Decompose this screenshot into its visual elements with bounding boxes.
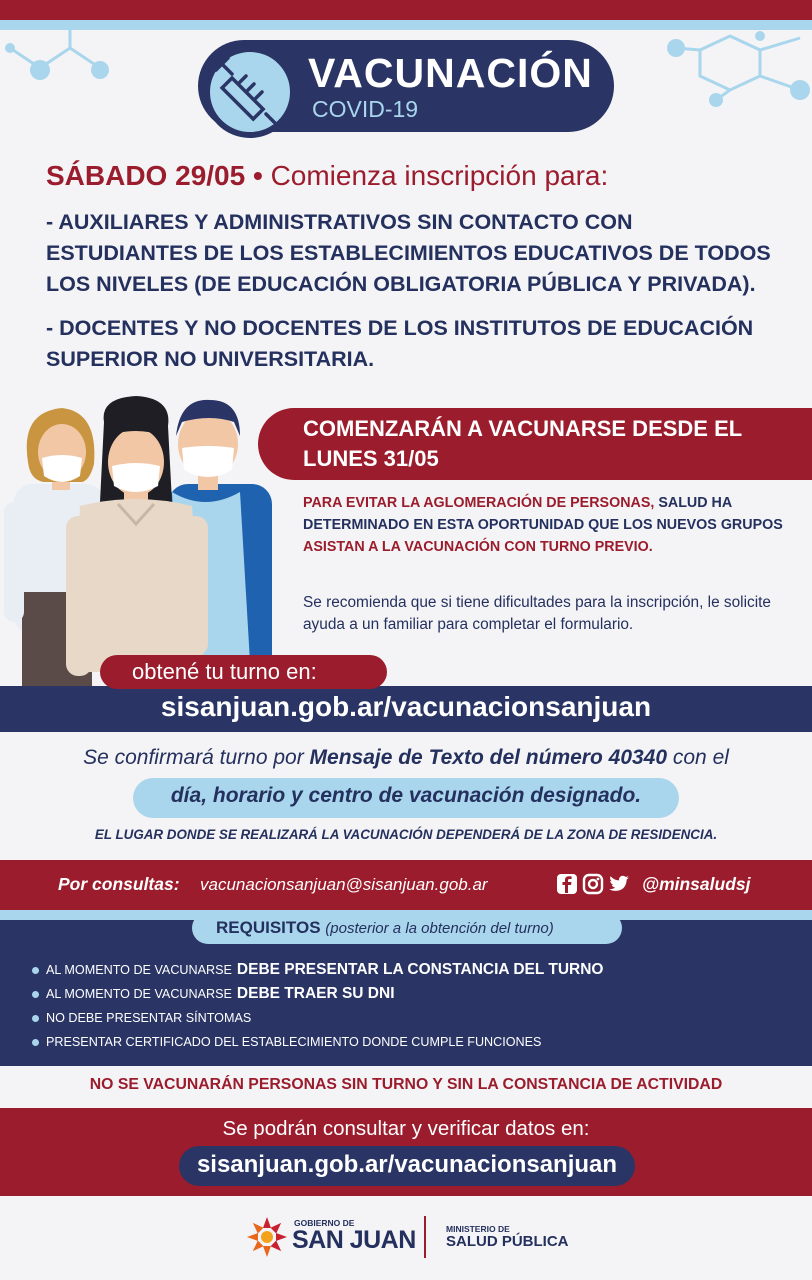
san-juan-sun-logo-icon	[246, 1216, 288, 1258]
requirement-item	[32, 982, 792, 1006]
requirement-prefix: AL MOMENTO DE VACUNARSE	[46, 963, 232, 977]
requirement-prefix: PRESENTAR CERTIFICADO DEL ESTABLECIMIENTO DONDE CUMPLE FUNCIONES	[46, 1035, 542, 1049]
syringe-badge-circle	[204, 46, 296, 138]
appointment-notice-part: SALUD HA DETERMINADO EN ESTA OPORTUNIDAD QUE LOS NUEVOS GRUPOS	[303, 495, 783, 533]
bullet-dot-icon	[32, 991, 39, 998]
turno-label: obtené tu turno en:	[132, 659, 317, 684]
confirmation-highlight: día, horario y centro de vacunación designado.	[170, 784, 642, 807]
twitter-icon[interactable]	[608, 873, 630, 895]
confirmation-prefix: Se confirmará turno por	[83, 746, 310, 769]
no-appointment-warning: NO SE VACUNARÁN PERSONAS SIN TURNO Y SIN LA CONSTANCIA DE ACTIVIDAD	[89, 1076, 723, 1093]
molecule-decoration-left	[0, 28, 130, 88]
announcement-item: - DOCENTES Y NO DOCENTES DE LOS INSTITUTOS DE EDUCACIÓN SUPERIOR NO UNIVERSITARIA.	[46, 316, 754, 371]
announcement-date: SÁBADO 29/05	[46, 160, 246, 191]
verify-text: Se podrán consultar y verificar datos en:	[222, 1117, 590, 1140]
logo-divider	[424, 1216, 426, 1258]
residence-note: EL LUGAR DONDE SE REALIZARÁ LA VACUNACIÓN DEPENDERÁ DE LA ZONA DE RESIDENCIA.	[94, 827, 718, 842]
appointment-notice-part: PARA EVITAR LA AGLOMERACIÓN DE PERSONAS,	[303, 495, 655, 511]
announcement-headline	[46, 160, 608, 192]
appointment-notice	[303, 492, 783, 558]
instagram-icon[interactable]	[582, 873, 604, 895]
header-subtitle: COVID-19	[312, 96, 419, 122]
verify-url-link[interactable]: sisanjuan.gob.ar/vacunacionsanjuan	[196, 1151, 618, 1178]
turno-url-link[interactable]: sisanjuan.gob.ar/vacunacionsanjuan	[160, 691, 652, 722]
molecule-decoration-right	[650, 28, 812, 108]
requirement-item	[32, 1030, 792, 1054]
contact-email-link[interactable]: vacunacionsanjuan@sisanjuan.gob.ar	[200, 875, 488, 894]
contact-label: Por consultas:	[58, 874, 180, 894]
social-handle-link[interactable]: @minsaludsj	[642, 874, 751, 894]
requirement-item	[32, 1006, 792, 1030]
syringe-icon	[210, 52, 290, 132]
recommendation-text: Se recomienda que si tiene dificultades para la inscripción, le solicite ayuda a un familiar para completar el formulario.	[303, 594, 771, 633]
requirement-item	[32, 958, 792, 982]
people-in-masks-illustration	[0, 392, 300, 692]
header-title: VACUNACIÓN	[308, 50, 593, 96]
confirmation-text	[0, 746, 812, 770]
requirement-bold: DEBE PRESENTAR LA CONSTANCIA DEL TURNO	[236, 961, 604, 978]
top-red-bar	[0, 0, 812, 20]
requirement-prefix: NO DEBE PRESENTAR SÍNTOMAS	[46, 1011, 252, 1025]
requirement-bold: DEBE TRAER SU DNI	[236, 985, 395, 1002]
announcement-item: - AUXILIARES Y ADMINISTRATIVOS SIN CONTACTO CON ESTUDIANTES DE LOS ESTABLECIMIENTOS EDUCATIVOS DE TODOS LOS NIVELES (DE EDUCACIÓN OBLIGATORIA PÚBLICA Y PRIVADA).	[46, 210, 771, 296]
confirmation-suffix: con el	[667, 746, 729, 769]
bullet-dot-icon	[32, 967, 39, 974]
start-date-text: COMENZARÁN A VACUNARSE DESDE EL LUNES 31/05	[303, 416, 742, 471]
ministry-logo-name: SALUD PÚBLICA	[446, 1233, 569, 1250]
requirements-title	[216, 918, 554, 938]
bullet-dot-icon	[32, 1039, 39, 1046]
gov-logo-name: SAN JUAN	[292, 1226, 416, 1254]
ministry-logo-small: MINISTERIO DE	[446, 1224, 510, 1234]
social-icons	[556, 873, 630, 895]
appointment-notice-part: ASISTAN A LA VACUNACIÓN CON TURNO PREVIO.	[303, 539, 653, 555]
requirements-title-note: (posterior a la obtención del turno)	[325, 920, 554, 937]
announcement-separator: •	[252, 160, 263, 191]
announcement-intro: Comienza inscripción para:	[270, 160, 609, 191]
confirmation-sms: Mensaje de Texto del número 40340	[309, 746, 668, 769]
gov-logo-small: GOBIERNO DE	[294, 1218, 355, 1228]
requirement-prefix: AL MOMENTO DE VACUNARSE	[46, 987, 232, 1001]
requirements-title-text: REQUISITOS	[216, 918, 321, 937]
bullet-dot-icon	[32, 1015, 39, 1022]
facebook-icon[interactable]	[556, 873, 578, 895]
requirements-list	[32, 958, 792, 1054]
